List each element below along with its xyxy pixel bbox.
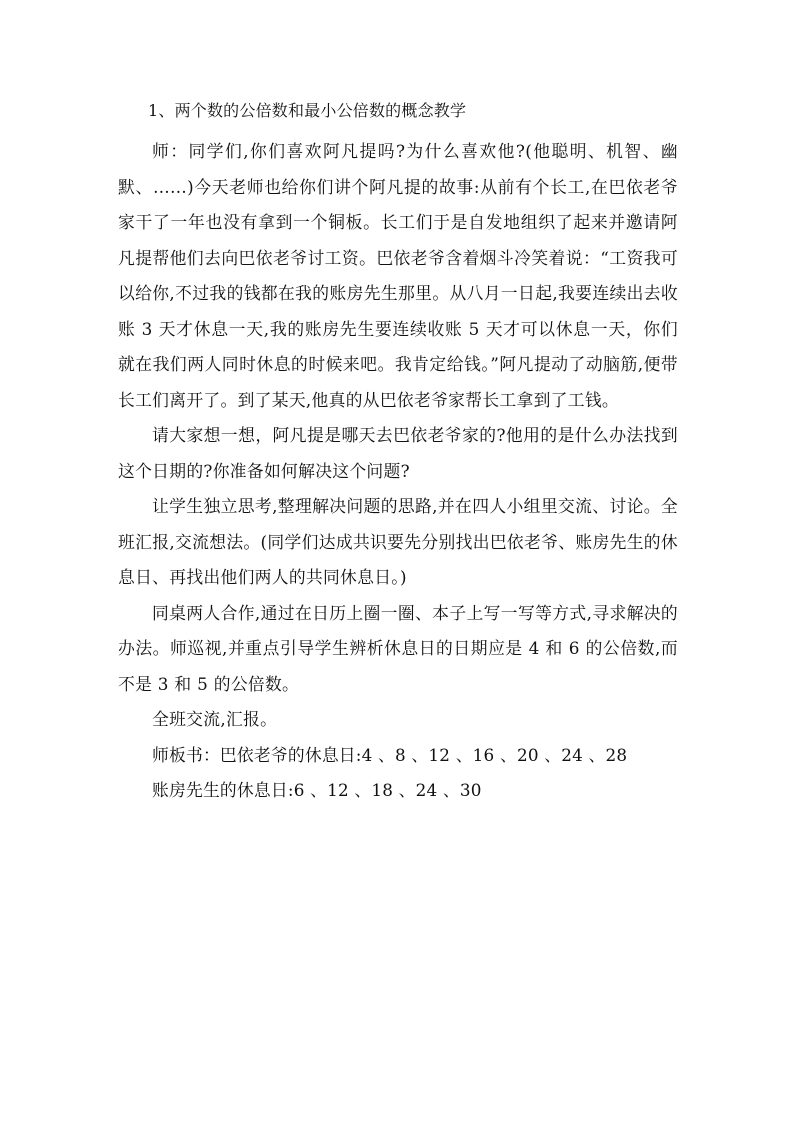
paragraph-question: 请大家想一想，阿凡提是哪天去巴依老爷家的?他用的是什么办法找到这个日期的?你准备如何解决这个问题? <box>118 425 678 481</box>
board-line-boss-rest-days: 师板书：巴依老爷的休息日:4 、8 、12 、16 、20 、24 、28 <box>152 744 628 765</box>
section-heading: 1、两个数的公倍数和最小公倍数的概念教学 <box>148 101 467 120</box>
document-body <box>118 100 678 809</box>
paragraph-report: 全班交流,汇报。 <box>152 709 278 729</box>
paragraph-cooperation: 同桌两人合作,通过在日历上圈一圈、本子上写一写等方式,寻求解决的办法。师巡视,并重点引导学生辨析休息日的日期应是 4 和 6 的公倍数,而不是 3 和 5 的公倍数。 <box>118 602 678 694</box>
paragraph-story: 师：同学们,你们喜欢阿凡提吗?为什么喜欢他?(他聪明、机智、幽默、……)今天老师也给你们讲个阿凡提的故事:从前有个长工,在巴依老爷家干了一年也没有拿到一个铜板。长工们于是自发地组织了起来并邀请阿凡提帮他们去向巴依老爷讨工资。巴依老爷含着烟斗冷笑着说：“工资我可以给你,不过我的钱都在我的账房先生那里。从八月一日起,我要连续出去收账 3 天才休息一天,我的账房先生要连续收账 5 天才可以休息一天，你们就在我们两人同时休息的时候来吧。我肯定给钱。”阿凡提动了动脑筋,便带长工们离开了。到了某天,他真的从巴依老爷家帮长工拿到了工钱。 <box>118 141 678 410</box>
board-line-accountant-rest-days: 账房先生的休息日:6 、12 、18 、24 、30 <box>152 780 482 800</box>
paragraph-discussion: 让学生独立思考,整理解决问题的思路,并在四人小组里交流、讨论。全班汇报,交流想法。(同学们达成共识要先分别找出巴依老爷、账房先生的休息日、再找出他们两人的共同休息日。) <box>118 496 678 587</box>
